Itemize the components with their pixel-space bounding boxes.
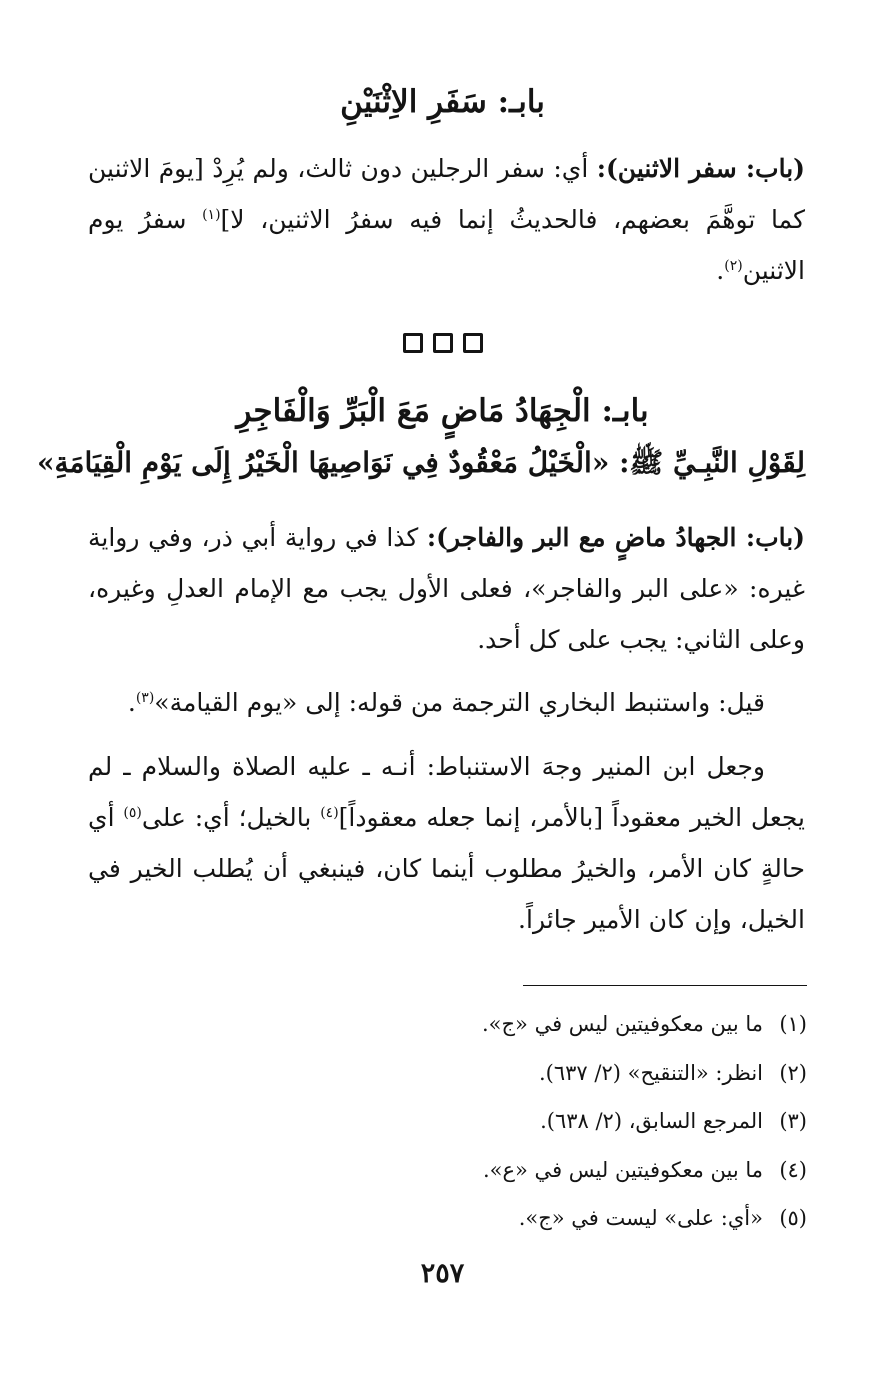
page-number: ٢٥٧ <box>420 1258 465 1289</box>
square-ornament-icon <box>403 333 423 353</box>
paragraph-travel-of-two <box>88 143 805 296</box>
footnote-item <box>307 1194 807 1243</box>
paragraph-bukhari-deduction <box>88 677 805 728</box>
chapter-heading-jihad: بابـ: الْجِهَادُ مَاضٍ مَعَ الْبَرِّ وَالْفَاجِرِ <box>236 393 649 429</box>
paragraph-text: أي حالةٍ كان الأمر، والخيرُ مطلوب أينما كان، فينبغي أن يُطلب الخير في الخيل، وإن كان الأمير جائراً. <box>88 803 805 934</box>
footnote-divider <box>523 985 807 986</box>
paragraph-text: سفرُ يوم الاثنين <box>88 205 805 285</box>
footnote-number: (٥) <box>779 1206 807 1230</box>
paragraph-text: كذا في رواية أبي ذر، وفي رواية غيره: «على البر والفاجر»، فعلى الأول يجب مع الإمام العدلِ وغيره، وعلى الثاني: يجب على كل أحد. <box>88 523 805 654</box>
paragraph-text: أي: سفر الرجلين دون ثالث، ولم يُرِدْ [يومَ الاثنين كما توهَّمَ بعضهم، فالحديثُ إنما فيه سفرُ الاثنين، لا] <box>88 154 805 234</box>
chapter-subheading-hadith: لِقَوْلِ النَّبِـيِّ ﷺ: «الْخَيْلُ مَعْقُودٌ فِي نَوَاصِيهَا الْخَيْرُ إِلَى يَوْمِ الْقِيَامَةِ» <box>37 446 805 479</box>
paragraph-lead: (باب: الجهادُ ماضٍ مع البر والفاجر): <box>426 523 806 552</box>
footnote-marker-2: (٢) <box>724 258 743 274</box>
paragraph-text: . <box>127 688 136 717</box>
chapter-heading-travel-of-two: بابـ: سَفَرِ الاِثْنَيْنِ <box>340 84 545 120</box>
paragraph-text: وجعل ابن المنير وجهَ الاستنباط: أنـه ـ عليه الصلاة والسلام ـ لم يجعل الخير معقوداً [بالأمر، إنما جعله معقوداً] <box>88 752 805 832</box>
footnote-item <box>307 1000 807 1049</box>
footnote-text: ما بين معكوفيتين ليس في «ع». <box>482 1157 763 1182</box>
footnote-number: (٣) <box>779 1109 807 1133</box>
paragraph-ibn-munir <box>88 741 805 945</box>
footnote-marker-4: (٤) <box>320 805 339 821</box>
footnote-text: المرجع السابق، (٢/ ٦٣٨). <box>540 1109 763 1133</box>
square-ornament-icon <box>463 333 483 353</box>
section-separator <box>0 333 885 353</box>
paragraph-text: . <box>716 256 725 285</box>
footnote-marker-3: (٣) <box>135 690 155 706</box>
paragraph-text: بالخيل؛ أي: على <box>141 803 321 832</box>
paragraph-lead: (باب: سفر الاثنين): <box>596 154 805 183</box>
paragraph-text: قيل: واستنبط البخاري الترجمة من قوله: إلى «يوم القيامة» <box>154 688 765 717</box>
footnote-number: (٤) <box>779 1157 807 1182</box>
footnote-text: انظر: «التنقيح» (٢/ ٦٣٧). <box>539 1060 763 1085</box>
footnote-text: ما بين معكوفيتين ليس في «ج». <box>481 1012 763 1036</box>
paragraph-jihad-narration <box>88 512 805 665</box>
footnote-text: «أي: على» ليست في «ج». <box>518 1206 763 1230</box>
footnote-number: (١) <box>779 1012 807 1036</box>
footnote-marker-1: (١) <box>202 207 221 223</box>
footnote-item <box>307 1097 807 1146</box>
footnote-item <box>307 1146 807 1195</box>
footnotes-list <box>307 1000 807 1243</box>
footnote-marker-5: (٥) <box>123 805 142 821</box>
square-ornament-icon <box>433 333 453 353</box>
footnote-item <box>307 1049 807 1098</box>
footnote-number: (٢) <box>779 1060 807 1085</box>
